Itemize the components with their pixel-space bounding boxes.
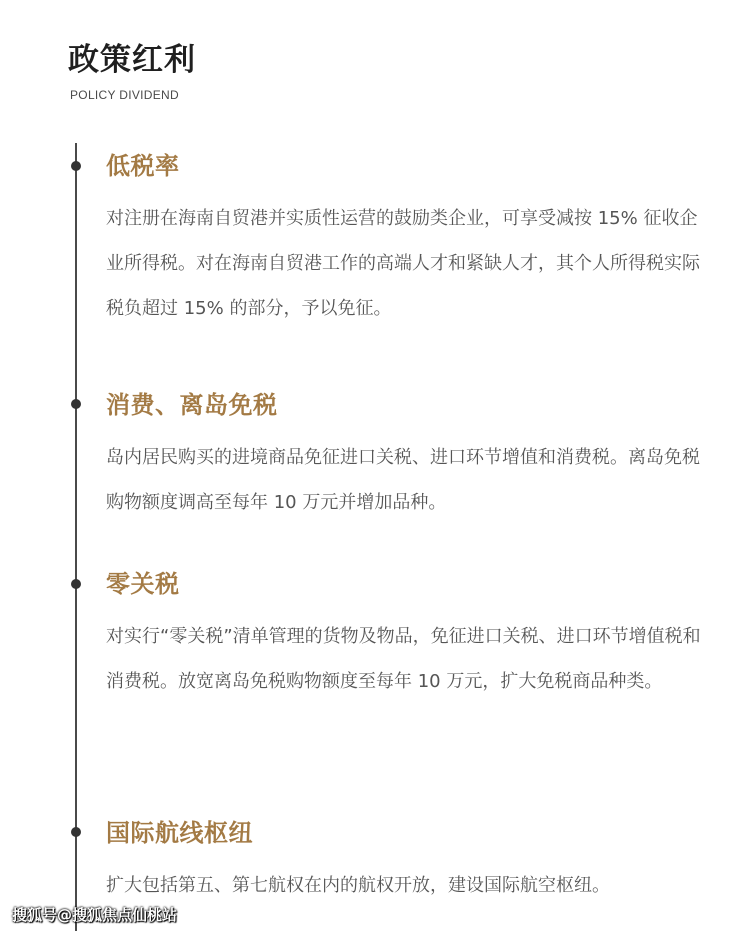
section-low-tax-rate xyxy=(106,150,706,331)
section-body: 对注册在海南自贸港并实质性运营的鼓励类企业，可享受减按 15% 征收企业所得税。对在海南自贸港工作的高端人才和紧缺人才，其个人所得税实际税负超过 15% 的部分，予以免征。 xyxy=(106,208,700,319)
section-body: 岛内居民购买的进境商品免征进口关税、进口环节增值和消费税。离岛免税购物额度调高至每年 10 万元并增加品种。 xyxy=(106,447,700,513)
section-title: 消费、离岛免税 xyxy=(106,391,278,419)
section-consumption-duty-free xyxy=(106,389,706,525)
timeline-dot xyxy=(71,827,81,837)
section-title: 零关税 xyxy=(106,570,180,598)
section-title: 国际航线枢纽 xyxy=(106,819,253,847)
section-body: 对实行“零关税”清单管理的货物及物品，免征进口关税、进口环节增值税和消费税。放宽离岛免税购物额度至每年 10 万元，扩大免税商品种类。 xyxy=(106,626,701,692)
timeline-dot xyxy=(71,579,81,589)
section-international-aviation-hub xyxy=(106,817,706,908)
timeline-dot xyxy=(71,399,81,409)
section-body: 扩大包括第五、第七航权在内的航权开放，建设国际航空枢纽。 xyxy=(106,875,610,896)
watermark: 搜狐号@搜狐焦点仙桃站 xyxy=(12,906,178,924)
section-title: 低税率 xyxy=(106,152,180,180)
page-subtitle: POLICY DIVIDEND xyxy=(70,88,179,102)
timeline-line xyxy=(75,143,77,931)
section-zero-tariff xyxy=(106,568,706,704)
page-title: 政策红利 xyxy=(68,42,196,78)
timeline-dot xyxy=(71,161,81,171)
